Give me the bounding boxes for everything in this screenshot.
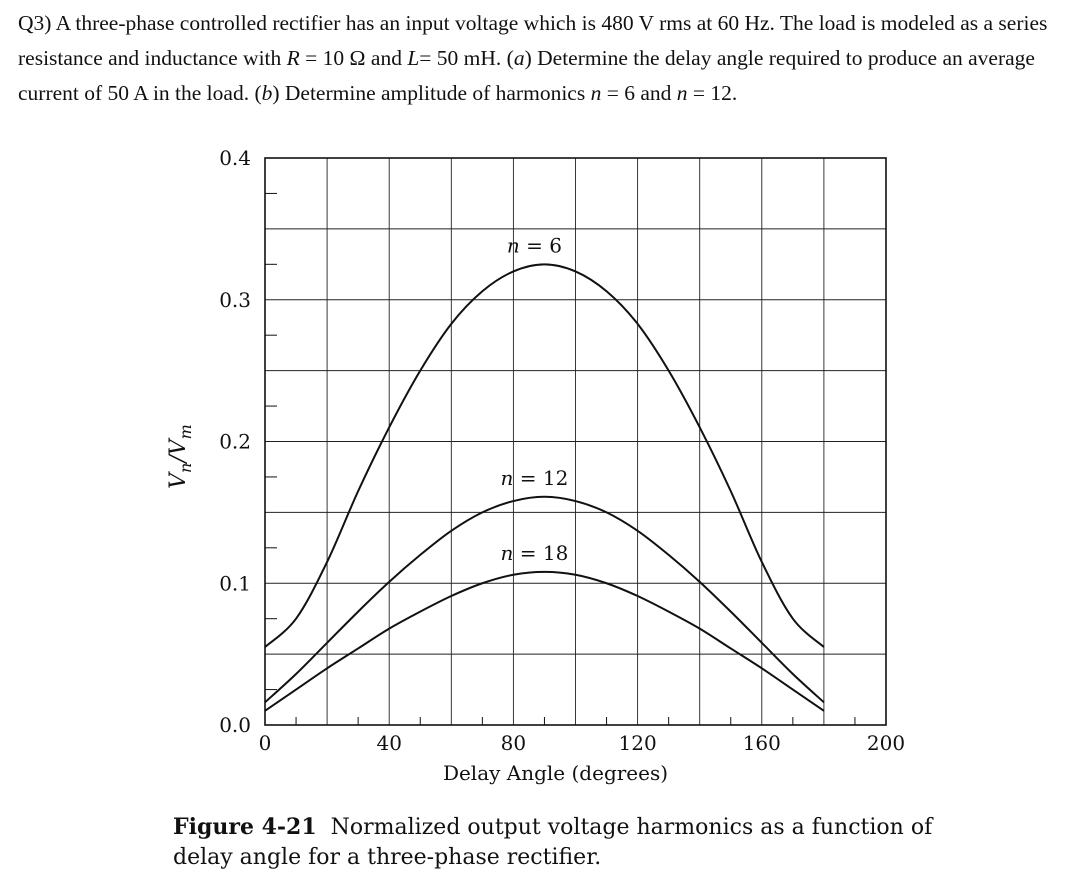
resistance-symbol: R — [286, 46, 300, 70]
grid — [265, 158, 886, 725]
y-tick-label: 0.2 — [219, 429, 251, 454]
series-label-18: n = 18 — [500, 540, 569, 565]
inductance-value: = 50 mH. ( — [419, 46, 514, 70]
harmonic-symbol-2: n — [676, 81, 688, 105]
series-line-12 — [265, 497, 824, 703]
part-a-letter: a — [513, 46, 525, 70]
axis-ticks — [265, 193, 855, 725]
series-label-12: n = 12 — [500, 465, 569, 490]
series-line-18 — [265, 572, 824, 711]
y-tick-label: 0.1 — [219, 571, 251, 596]
figure-label: Figure 4-21 — [173, 814, 317, 840]
question-part1: A three-phase controlled rectifier has an input voltage which is 480 V rms at 60 Hz. The load is modeled as a series resistance and inductance with — [18, 11, 1048, 70]
series-lines — [265, 233, 824, 711]
harmonic-symbol-1: n — [590, 81, 602, 105]
y-tick-label: 0.0 — [219, 713, 251, 737]
question-number: Q3) — [18, 11, 52, 35]
x-tick-label: 160 — [742, 731, 781, 755]
x-tick-label: 40 — [376, 731, 402, 755]
part-b-letter: b — [261, 81, 273, 105]
tick-labels — [219, 146, 905, 755]
figure-caption-text: Normalized output voltage harmonics as a function of delay angle for a three-phase rectifier. — [173, 815, 933, 870]
y-axis-title: $V_n/V_m$ — [166, 424, 195, 489]
x-tick-label: 0 — [258, 731, 272, 755]
resistance-value: = 10 Ω and — [305, 46, 402, 70]
part-a-text: ) Determine the delay angle required to produce an average current of 50 A in the load. ( — [18, 46, 1035, 105]
y-tick-label: 0.4 — [219, 146, 251, 170]
x-tick-label: 200 — [866, 731, 906, 755]
series-line-6 — [265, 264, 824, 647]
figure-caption — [173, 812, 973, 873]
x-axis-title: Delay Angle (degrees) — [442, 761, 669, 785]
x-tick-label: 120 — [618, 731, 657, 755]
series-label-6: n = 6 — [506, 233, 562, 258]
x-tick-label: 80 — [500, 731, 527, 755]
inductance-symbol: L — [407, 46, 420, 70]
part-b-text: ) Determine amplitude of harmonics — [272, 81, 586, 105]
y-tick-label: 0.3 — [219, 287, 251, 312]
harmonic-12-text: = 12. — [692, 81, 738, 105]
harmonic-6-text: = 6 and — [606, 81, 672, 105]
